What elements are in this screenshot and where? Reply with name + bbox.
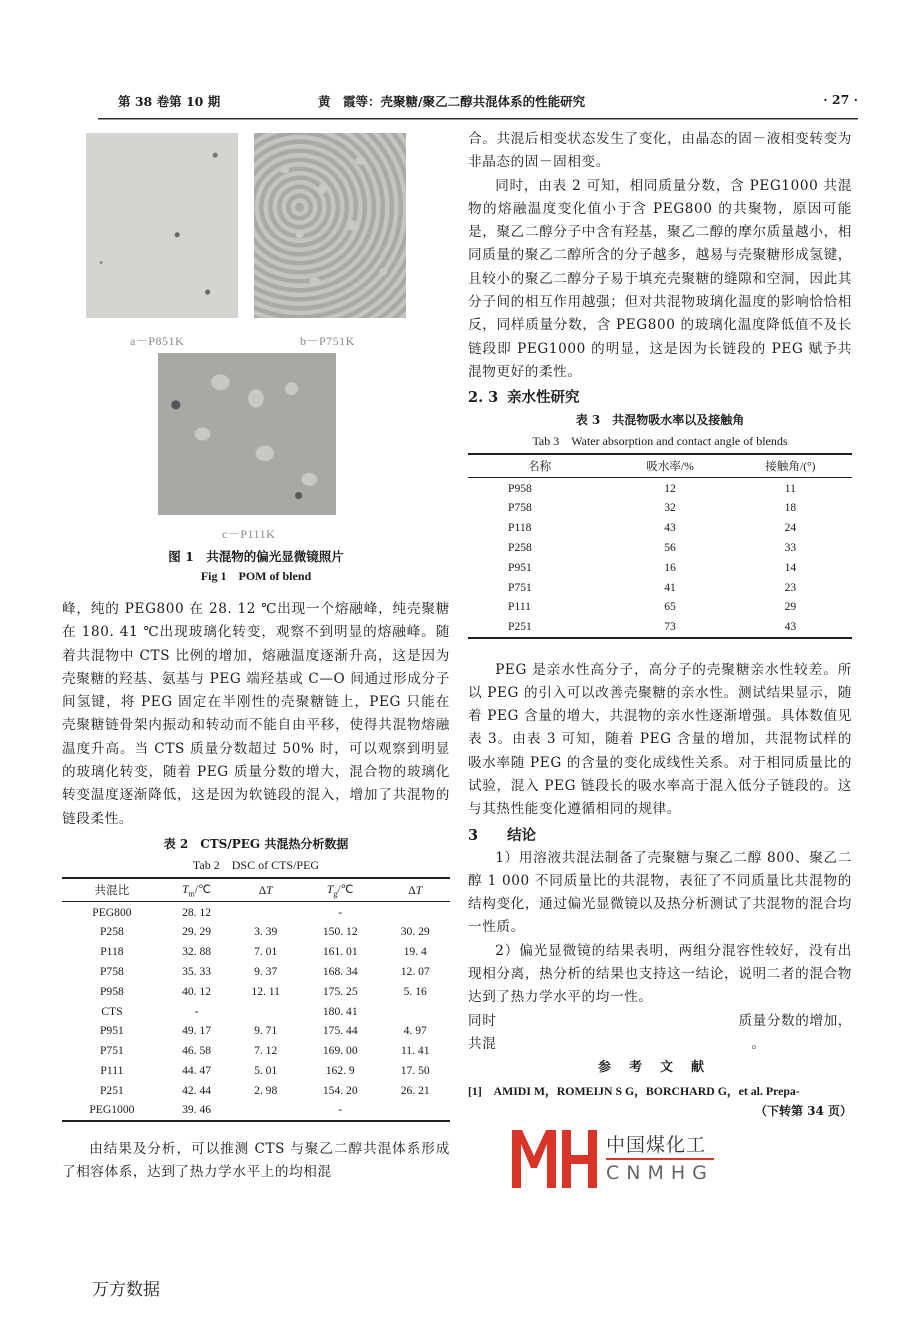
table-cell: 17. 50 xyxy=(400,1063,430,1077)
table-cell xyxy=(231,1100,300,1121)
table-cell: 16 xyxy=(664,560,676,574)
table-cell: 33 xyxy=(784,541,797,554)
table-header-cell: 接触角/(°) xyxy=(765,460,816,474)
table-cell: 65 xyxy=(664,600,676,614)
table-cell: 4. 97 xyxy=(403,1024,427,1038)
table-cell xyxy=(231,902,300,922)
table-header-row xyxy=(62,878,450,902)
table-row xyxy=(62,1001,450,1021)
cnmhg-logo-icon xyxy=(510,1130,598,1188)
table-cell xyxy=(231,1001,300,1021)
table-cell: P958 xyxy=(99,984,124,998)
table-cell: P958 xyxy=(508,481,532,495)
table3-caption-en: Tab 3 Water absorption and contact angle of blends xyxy=(532,434,788,449)
table-cell: 49. 17 xyxy=(182,1024,212,1038)
table-row xyxy=(468,617,852,638)
table-cell: 44. 47 xyxy=(182,1063,212,1077)
table-cell: 162. 9 xyxy=(325,1063,355,1077)
table-cell: P118 xyxy=(100,945,124,959)
table-cell: 9. 71 xyxy=(254,1024,278,1038)
table-cell: 39. 46 xyxy=(182,1103,212,1117)
left-column xyxy=(62,128,450,1184)
text-fragment: 同时 xyxy=(468,1012,497,1029)
table-cell: 56 xyxy=(664,541,676,554)
table-cell: P251 xyxy=(508,620,532,634)
right-paragraph-1: 合。共混后相变状态发生了变化，由晶态的固－液相变转变为非晶态的固－固相变。 xyxy=(468,131,852,171)
table-row xyxy=(468,518,852,538)
table-cell: 73 xyxy=(664,620,676,634)
text-fragment: 质量分数的增加， xyxy=(738,1012,852,1029)
table-cell: 18 xyxy=(784,501,797,515)
table-cell: P951 xyxy=(99,1024,124,1038)
continued-note: （下转第 34 页） xyxy=(754,1104,852,1119)
table-row xyxy=(468,538,852,558)
table-cell: CTS xyxy=(101,1004,123,1018)
table-cell: PEG800 xyxy=(92,905,132,919)
table2-caption-cn: 表 2 CTS/PEG 共混热分析数据 xyxy=(163,836,349,851)
page-number: · 27 · xyxy=(823,92,858,107)
table2 xyxy=(62,877,450,1122)
table-cell: P751 xyxy=(99,1044,124,1058)
table-cell: 41 xyxy=(664,580,676,594)
table-cell: P118 xyxy=(508,521,532,535)
watermark-en-text: CNMHG xyxy=(606,1162,714,1184)
watermark-cn-text: 中国煤化工 xyxy=(606,1130,706,1157)
table2-caption-en: Tab 2 DSC of CTS/PEG xyxy=(192,857,320,872)
watermark-logo xyxy=(510,1130,750,1190)
table-cell: 43 xyxy=(664,521,676,535)
figure1-caption-en: Fig 1 POM of blend xyxy=(200,569,312,583)
table-cell: 11 xyxy=(784,481,796,495)
table-row xyxy=(468,478,852,498)
table-cell: P258 xyxy=(99,925,124,939)
table-cell: P111 xyxy=(100,1063,124,1077)
conclusion-2-tail-2 xyxy=(468,1033,852,1056)
watermark-divider xyxy=(606,1158,714,1160)
section-title: 亲水性研究 xyxy=(507,389,580,407)
table-cell: 35. 33 xyxy=(182,965,212,979)
table-header-cell: $T_m/℃$ xyxy=(182,882,212,899)
running-title: 黄 霞等：壳聚糖/聚乙二醇共混体系的性能研究 xyxy=(318,94,586,109)
table-cell: - xyxy=(338,1103,343,1117)
table-cell: 42. 44 xyxy=(182,1083,212,1097)
left-paragraph-2: 由结果及分析，可以推测 CTS 与聚乙二醇共混体系形成了相容体系，达到了热力学水平上的均相混 xyxy=(62,1140,450,1181)
table-cell: 29. 29 xyxy=(182,925,212,939)
table-row xyxy=(62,922,450,942)
table-cell xyxy=(380,1001,450,1021)
running-header xyxy=(118,92,858,114)
right-column xyxy=(468,128,852,1119)
panel-label-a: a－P851K xyxy=(130,334,185,348)
table-cell: 32. 88 xyxy=(182,945,212,959)
table-row xyxy=(62,981,450,1001)
table-cell: 26. 21 xyxy=(400,1083,430,1097)
table-cell: P111 xyxy=(508,600,531,614)
table-cell: P751 xyxy=(508,580,532,594)
table-row xyxy=(62,1080,450,1100)
table-header-cell: ΔT xyxy=(258,883,273,897)
references-heading: 参考文献 xyxy=(597,1060,722,1076)
table-row xyxy=(62,1100,450,1121)
section-title: 结论 xyxy=(507,826,537,844)
table-row xyxy=(62,1021,450,1041)
table-cell: 7. 01 xyxy=(254,945,278,959)
figure1-bottom-row xyxy=(62,353,450,543)
micrograph-b-image xyxy=(254,133,406,318)
micrograph-a-image xyxy=(86,133,238,318)
figure1-caption-cn: 图 1 共混物的偏光显微镜照片 xyxy=(168,549,344,564)
reference-1: [1] AMIDI M，ROMEIJN S G，BORCHARD G，et al. Prepa- xyxy=(468,1084,800,1099)
table-cell: 5. 01 xyxy=(254,1063,278,1077)
table-cell: 11. 41 xyxy=(400,1044,430,1058)
table-cell: 154. 20 xyxy=(322,1083,358,1097)
table-cell: 12 xyxy=(664,481,676,495)
table-cell xyxy=(380,902,450,922)
table-cell: 169. 00 xyxy=(322,1044,358,1058)
table-cell xyxy=(380,1100,450,1121)
table-row xyxy=(62,1061,450,1081)
table-cell: 40. 12 xyxy=(182,984,212,998)
right-paragraph-2: 同时，由表 2 可知，相同质量分数，含 PEG1000 共混物的熔融温度变化值小于含 PEG800 的共聚物，原因可能是，聚乙二醇分子中含有羟基，聚乙二醇的摩尔质量越小，相同质量的聚乙二醇所含的分子越多，越易与壳聚糖形成氢键，且较小的聚乙二醇分子易于填充壳聚糖的缝隙和空洞，因此其分子间的相互作用越强；但对共混物玻璃化温度的影响恰恰相反，同样质量分数，含 PEG800 的玻璃化温度降低值不及长链段即 PEG1000 的明显，这是因为长链段的 PEG 赋予共混物更好的柔性。 xyxy=(468,177,852,380)
table-row xyxy=(62,962,450,982)
table-cell: P258 xyxy=(508,541,532,554)
table-cell: P251 xyxy=(99,1083,124,1097)
left-paragraph-1: 峰，纯的 PEG800 在 28. 12 ℃出现一个熔融峰，纯壳聚糖在 180. 41 ℃出现玻璃化转变，观察不到明显的熔融峰。随着共混物中 CTS 比例的增加，熔融温度逐渐升高，这是因为壳聚糖的羟基、氨基与 PEG 端羟基或 C—O 间通过形成分子间氢键，将 PEG 固定在半刚性的壳聚糖链上，PEG 只能在壳聚糖链骨架内振动和转动而不能自由平移，使得共混物熔融温度升高。当 CTS 质量分数超过 50% 时，可以观察到明显的玻璃化转变，随着 PEG 质量分数的增大，混合物的玻璃化转变温度逐渐降低，这是因为软链段的混入，增加了共混物的链段柔性。 xyxy=(62,601,450,827)
table-cell: P758 xyxy=(508,501,532,515)
footer-brand: 万方数据 xyxy=(92,1280,160,1300)
table-cell: 150. 12 xyxy=(322,925,358,939)
table-cell: 161. 01 xyxy=(322,945,358,959)
section-heading-3 xyxy=(468,824,852,845)
table-cell: 14 xyxy=(784,560,797,574)
table-cell: 43 xyxy=(784,620,797,634)
table-row xyxy=(468,577,852,597)
conclusion-2-tail xyxy=(468,1010,852,1033)
text-fragment: 。 xyxy=(751,1035,766,1052)
table-cell: 180. 41 xyxy=(322,1004,358,1018)
table-cell: - xyxy=(338,905,343,919)
panel-label-b: b－P751K xyxy=(300,334,355,348)
right-paragraph-3: PEG 是亲水性高分子，高分子的壳聚糖亲水性较差。所以 PEG 的引入可以改善壳聚糖的亲水性。测试结果显示，随着 PEG 含量的增大，共混物的亲水性逐渐增强。具体数值见表 3。由表 3 可知，随着 PEG 含量的增加，共混物试样的吸水率随 PEG 的含量的变化成线性关系。对于相同质量比的试验，混入 PEG 链段长的吸水率高于混入低分子链段的。这与其热性能变化遵循相同的规律。 xyxy=(468,661,852,818)
table-cell: 24 xyxy=(784,521,797,535)
section-number: 2. 3 xyxy=(468,389,499,407)
table-row xyxy=(62,1041,450,1061)
panel-label-c: c－P111K xyxy=(222,527,276,541)
table3-caption-cn: 表 3 共混物吸水率以及接触角 xyxy=(575,413,745,428)
table-cell: 28. 12 xyxy=(182,905,212,919)
table-cell: 2. 98 xyxy=(254,1083,278,1097)
table3 xyxy=(468,453,852,638)
table-row xyxy=(62,942,450,962)
table-cell: 12. 07 xyxy=(400,965,430,979)
table-cell: P951 xyxy=(508,560,532,574)
conclusion-2: 2）偏光显微镜的结果表明，两组分混容性较好，没有出现相分离，热分析的结果也支持这一结论，说明二者的混合物达到了热力学水平的均一性。 xyxy=(468,942,852,1006)
conclusion-1: 1）用溶液共混法制备了壳聚糖与聚乙二醇 800、聚乙二醇 1 000 不同质量比的共混物，表征了不同质量比共混物的结构变化，通过偏光显微镜以及热分析测试了共混物的混合均一性质。 xyxy=(468,849,852,936)
table-header-cell: $T_g/℃$ xyxy=(326,882,354,899)
figure1-top-row xyxy=(62,128,450,353)
table-cell: 168. 34 xyxy=(322,965,358,979)
table-header-cell: 吸水率/% xyxy=(646,460,694,474)
text-fragment: 共混 xyxy=(468,1035,497,1052)
table-cell: 29 xyxy=(784,600,797,614)
table-header-cell: 共混比 xyxy=(94,884,130,898)
table-cell: 30. 29 xyxy=(400,925,430,939)
table-header-cell: 名称 xyxy=(528,460,552,474)
table-cell: 9. 37 xyxy=(254,965,278,979)
table-row xyxy=(468,498,852,518)
table-row xyxy=(468,557,852,577)
micrograph-c-image xyxy=(158,353,336,515)
table-cell: PEG1000 xyxy=(89,1103,135,1117)
header-rule xyxy=(98,118,858,120)
table-cell: 3. 39 xyxy=(254,925,278,939)
table-cell: 175. 25 xyxy=(322,984,358,998)
table-header-cell: ΔT xyxy=(408,883,423,897)
table-cell: 5. 16 xyxy=(403,984,427,998)
journal-volume: 第 38 卷第 10 期 xyxy=(118,94,221,109)
table-cell: 12. 11 xyxy=(251,984,280,998)
section-number: 3 xyxy=(468,826,479,844)
table-header-row xyxy=(468,454,852,478)
section-heading-2-3 xyxy=(468,386,852,407)
table-row xyxy=(468,597,852,617)
table-cell: 32 xyxy=(664,501,676,515)
table-cell: 19. 4 xyxy=(403,945,427,959)
table-row xyxy=(62,902,450,922)
table-cell: 23 xyxy=(784,580,797,594)
table-cell: - xyxy=(194,1004,199,1018)
table-cell: 175. 44 xyxy=(322,1024,358,1038)
table-cell: P758 xyxy=(99,965,124,979)
table-cell: 7. 12 xyxy=(254,1044,278,1058)
table-cell: 46. 58 xyxy=(182,1044,212,1058)
